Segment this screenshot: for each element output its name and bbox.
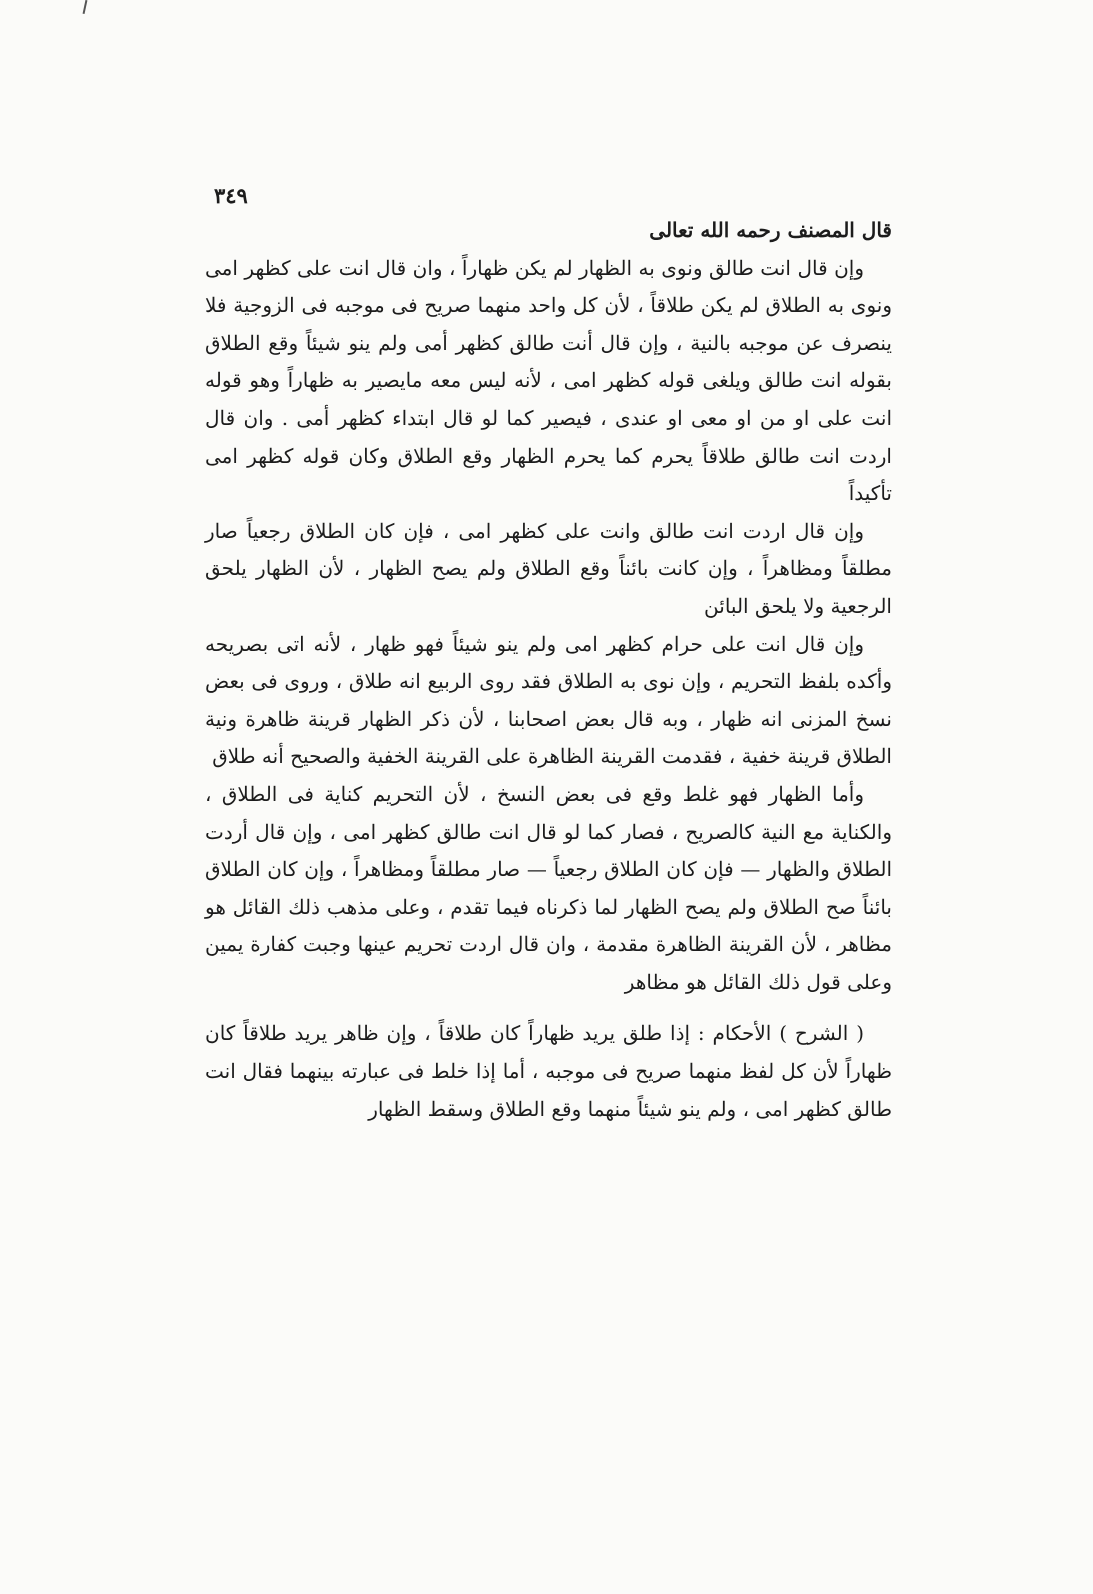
scan-mark [83, 0, 88, 14]
page-number: ٣٤٩ [214, 183, 248, 208]
paragraph-1: وإن قال انت طالق ونوى به الظهار لم يكن ظهاراً ، وان قال انت على كظهر امى ونوى به الطلاق لم يكن طلاقاً ، لأن كل واحد منهما صريح فى موجبه فى الزوجية فلا ينصرف عن موجبه بالنية ، وإن قال أنت طالق كظهر أمى ولم ينو شيئاً وقع الطلاق بقوله انت طالق ويلغى قوله كظهر امى ، لأنه ليس معه مايصير به ظهاراً وهو قوله انت على او من او معى او عندى ، فيصير كما لو قال ابتداء كظهر أمى . وان قال اردت انت طالق طلاقاً يحرم كما يحرم الظهار وقع الطلاق وكان قوله كظهر امى تأكيداً [205, 255, 892, 506]
section-heading: قال المصنف رحمه الله تعالى [649, 218, 892, 242]
paragraph-3: وإن قال انت على حرام كظهر امى ولم ينو شيئاً فهو ظهار ، لأنه اتى بصريحه وأكده بلفظ التحريم ، وإن نوى به الطلاق فقد روى الربيع انه طلاق ، وروى فى بعض نسخ المزنى انه ظهار ، وبه قال بعض اصحابنا ، لأن ذكر الظهار قرينة ظاهرة ونية الطلاق قرينة خفية ، فقدمت القرينة الظاهرة على القرينة الخفية والصحيح أنه طلاق [205, 631, 892, 769]
section-spacer [205, 1001, 892, 1015]
commentary-paragraph: ( الشرح ) الأحكام : إذا طلق يريد ظهاراً كان طلاقاً ، وإن ظاهر يريد طلاقاً كان ظهاراً لأن كل لفظ منهما صريح فى موجبه ، أما إذا خلط فى عبارته بينهما فقال انت طالق كظهر امى ، ولم ينو شيئاً منهما وقع الطلاق وسقط الظهار [205, 1021, 892, 1121]
paragraph-4: وأما الظهار فهو غلط وقع فى بعض النسخ ، لأن التحريم كناية فى الطلاق ، والكناية مع النية كالصريح ، فصار كما لو قال انت طالق كظهر امى ، وإن قال أردت الطلاق والظهار — فإن كان الطلاق رجعياً — صار مطلقاً ومظاهراً ، وإن كان الطلاق بائناً صح الطلاق ولم يصح الظهار لما ذكرناه فيما تقدم ، وعلى مذهب ذلك القائل هو مظاهر ، لأن القرينة الظاهرة مقدمة ، وان قال اردت تحريم عينها وجبت كفارة يمين وعلى قول ذلك القائل هو مظاهر [205, 781, 892, 994]
paragraph-2: وإن قال اردت انت طالق وانت على كظهر امى ، فإن كان الطلاق رجعياً صار مطلقاً ومظاهراً ، وإن كانت بائناً وقع الطلاق ولم يصح الظهار ، لأن الظهار يلحق الرجعية ولا يلحق البائن [205, 518, 892, 618]
page-body [205, 212, 892, 1128]
